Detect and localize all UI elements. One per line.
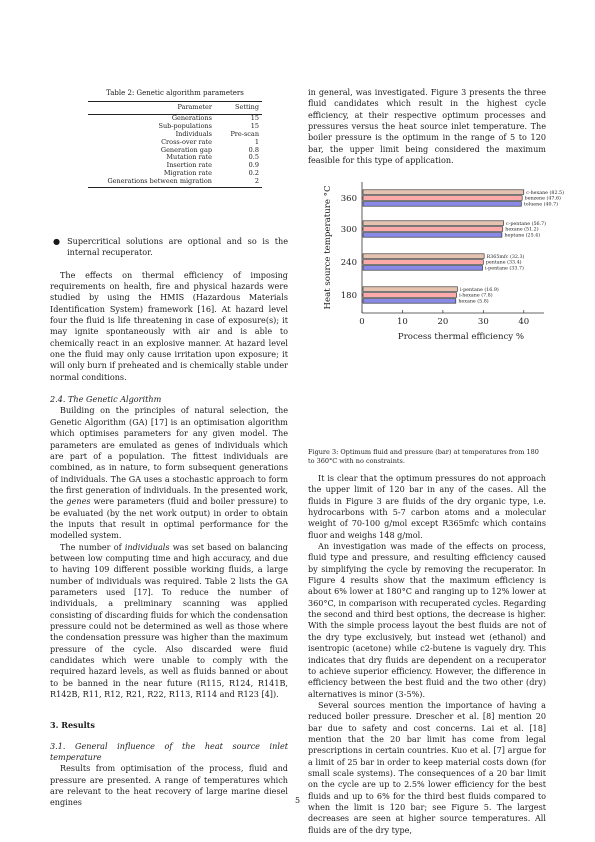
left-column: [50, 236, 288, 809]
section-heading-3: 3. Results: [50, 720, 95, 731]
x-axis-label: Process thermal efficiency %: [397, 332, 525, 342]
efficiency-bar: [363, 299, 456, 304]
efficiency-bar: [363, 221, 504, 226]
table-cell-setting: 15: [250, 113, 259, 122]
table-header-row: [88, 102, 262, 115]
x-tick-label: 10: [397, 317, 408, 327]
paragraph-ga-2: [50, 542, 288, 701]
text-span: were parameters (fluid and boiler pressure) to be evaluated (by the net work output) in order to obtain the inputs that result in optimal performance for the modelled system.: [50, 496, 288, 541]
chart-plot-area: [323, 182, 564, 342]
section-heading-3-1: 3.1. General influence of the heat source inlet temperature: [50, 740, 288, 763]
table-header-setting: Setting: [215, 102, 262, 115]
table-cell-setting: 0.8: [248, 145, 259, 154]
y-tick-label: 240: [340, 258, 357, 268]
table-cell-parameter: Cross-over rate: [161, 137, 212, 146]
table-cell-setting: 15: [250, 121, 259, 130]
table-row: [88, 178, 262, 187]
text-span: Building on the principles of natural selection, the Genetic Algorithm (GA) [17] is an optimisation algorithm which optimises parameters for any given model. The parameters are emulated as genes of individuals which are part of a population. The fittest individuals are combined, as in nature, to form subsequent generations of individuals. The GA uses a stochastic approach to form the first generation of individuals. In the presented work, the: [50, 405, 288, 507]
paragraph-right-top: in general, was investigated. Figure 3 presents the three fluid candidates which result in the highest cycle efficiency, at their respective optimum processes and pressures versus the heat source inlet temperature. The boiler pressure is the optimum in the range of 5 to 120 bar, the upper limit being considered the maximum feasible for this type of application.: [308, 87, 546, 166]
table-cell-parameter: Individuals: [175, 129, 212, 138]
section-heading-2-4: 2.4. The Genetic Algorithm: [50, 394, 162, 405]
bar-data-label: i-hexane (7.8): [459, 293, 493, 299]
y-tick-label: 180: [340, 291, 357, 301]
table-cell-setting: 0.9: [248, 161, 259, 170]
efficiency-bar: [363, 196, 522, 201]
table-body: [88, 114, 262, 187]
x-tick-label: 30: [477, 317, 489, 327]
table-cell-parameter: Generation gap: [160, 145, 212, 154]
table-cell-setting: 1: [254, 137, 259, 146]
bar-data-label: i-pentane (33.7): [485, 266, 524, 272]
efficiency-bar: [363, 260, 483, 265]
bar-data-label: toluene (40.7): [523, 202, 559, 208]
x-tick-label: 40: [518, 317, 530, 327]
efficiency-bar: [363, 227, 503, 232]
bar-data-label: hexane (51.2): [505, 227, 539, 233]
paragraph-boiler-pressure: Several sources mention the importance of having a reduced boiler pressure. Drescher et al. [8] mention 20 bar due to safety and cost concerns. Lai et al. [18] mention that the 20 bar limit has come from legal prescriptions in certain countries. Kuo et al. [7] argue for a limit of 25 bar in order to keep material costs down (for small scale systems). The consequences of a 20 bar limit on the cycle are up to 2.5% lower efficiency for the best fluids and up to 6% for the third best fluids compared to when the limit is 120 bar; see Figure 5. The largest decreases are seen at higher source temperatures. All fluids are of the dry type,: [308, 699, 546, 835]
bullet-item: [50, 236, 288, 259]
bar-data-label: benzene (47.6): [524, 196, 561, 202]
right-column-bottom: [308, 473, 546, 836]
text-span: was set based on balancing between low computing time and high accuracy, and due to having 109 different possible working fluids, a large number of individuals was required. Table 2 lists the GA parameters used [17]. To reduce the number of individuals, a preliminary scanning was applied consisting of discarding fluids for which the condensation pressure could not be determined as well as those where the condensation pressure was higher than the maximum pressure of the cycle. Also discarded were fluid candidates which were unable to comply with the required hazard levels, as well as fluids banned or about to be banned in the near future (R115, R124, R141B, R142B, R11, R12, R21, R22, R113, R114 and R123 [4]).: [50, 541, 288, 700]
x-tick-label: 0: [359, 317, 365, 327]
right-column-top: [308, 87, 546, 166]
paragraph-3-1: Results from optimisation of the process, fluid and pressure are presented. A range of temperatures which are relevant to the heat recovery of large marine diesel engines: [50, 763, 288, 808]
bar-data-label: R365mfc (32.3): [486, 254, 525, 260]
page-number: 5: [294, 796, 301, 805]
bar-data-label: i-pentane (16.9): [459, 287, 499, 293]
table-cell-setting: 0.2: [248, 169, 259, 178]
bar-data-label: c-pentane (56.7): [506, 221, 547, 227]
table-cell-setting: 0.5: [248, 153, 259, 162]
efficiency-bar: [363, 190, 524, 195]
table-cell-parameter: Generations between migration: [88, 178, 215, 187]
efficiency-bar: [363, 287, 457, 292]
efficiency-bar: [363, 266, 483, 271]
ga-parameters-table: [88, 101, 262, 188]
table-cell-parameter: Mutation rate: [166, 153, 212, 162]
emphasis-genes: genes: [66, 496, 91, 507]
table-cell-parameter: Insertion rate: [166, 161, 212, 170]
table-cell-setting: 2: [215, 178, 262, 187]
x-tick-label: 20: [437, 317, 449, 327]
bar-data-label: hexane (5.8): [458, 299, 489, 305]
text-span: The number of: [60, 541, 125, 552]
efficiency-bar: [363, 293, 457, 298]
table-cell-parameter: Generations: [171, 113, 212, 122]
table-caption: Table 2: Genetic algorithm parameters: [106, 89, 244, 97]
paragraph-ga-1: [50, 405, 288, 541]
emphasis-individuals: individuals: [124, 541, 170, 552]
efficiency-bar: [363, 202, 521, 207]
figure-caption: Figure 3: Optimum fluid and pressure (bar) at temperatures from 180 to 360°C with no constraints.: [308, 448, 539, 465]
bullet-text: Supercritical solutions are optional and so is the internal recuperator.: [67, 236, 288, 258]
y-tick-label: 300: [340, 225, 357, 235]
bar-data-label: pentane (33.4): [485, 260, 522, 266]
table-cell-parameter: Migration rate: [163, 169, 212, 178]
table-header-parameter: Parameter: [88, 102, 215, 115]
bar-data-label: heptane (25.4): [504, 233, 541, 239]
paragraph-pressure-limit: It is clear that the optimum pressures do not approach the upper limit of 120 bar in any of the cases. All the fluids in Figure 3 are fluids of the dry organic type, i.e. hydrocarbons with 5-7 carbon atoms and a molecular weight of 70-100 g/mol except R365mfc which contains fluor and weighs 148 g/mol.: [308, 473, 546, 540]
paragraph-recuperator: An investigation was made of the effects on process, fluid type and pressure, and resulting efficiency caused by simplifying the cycle by removing the recuperator. In Figure 4 results show that the maximum efficiency is about 6% lower at 180°C and ranging up to 12% lower at 360°C, in comparison with recuperated cycles. Regarding the second and third best options, the decrease is higher. With the simple process layout the best fluids are not of the dry type exclusively, but instead wet (ethanol) and isentropic (acetone) while c2-butene is vaguely dry. This indicates that dry fluids are dependent on a recuperator to achieve superior efficiency. However, the difference in efficiency between the best fluid and the two other (dry) alternatives is minor (3-5%).: [308, 541, 546, 699]
table-cell-parameter: Sub-populations: [158, 121, 212, 130]
table-cell-setting: Pre-scan: [230, 129, 259, 138]
y-tick-label: 360: [340, 194, 357, 204]
efficiency-bar: [363, 254, 484, 259]
y-axis-label: Heat source temperature °C: [323, 185, 333, 310]
efficiency-bar: [363, 233, 502, 238]
bar-data-label: c-hexane (82.5): [526, 190, 564, 196]
paragraph-hazard: The effects on thermal efficiency of imposing requirements on health, fire and physical hazards were studied by using the HMIS (Hazardous Materials Identification System) framework [16]. At hazard level four the fluid is life threatening in case of exposure(s); it may ignite spontaneously with air and is able to chemically react in an explosive manner. At hazard level one the fluid may only cause irritation upon exposure; it will only burn if preheated and is chemically stable under normal conditions.: [50, 269, 288, 382]
bullet-dot-icon: ●: [53, 236, 61, 246]
figure-3-chart: [312, 180, 564, 355]
